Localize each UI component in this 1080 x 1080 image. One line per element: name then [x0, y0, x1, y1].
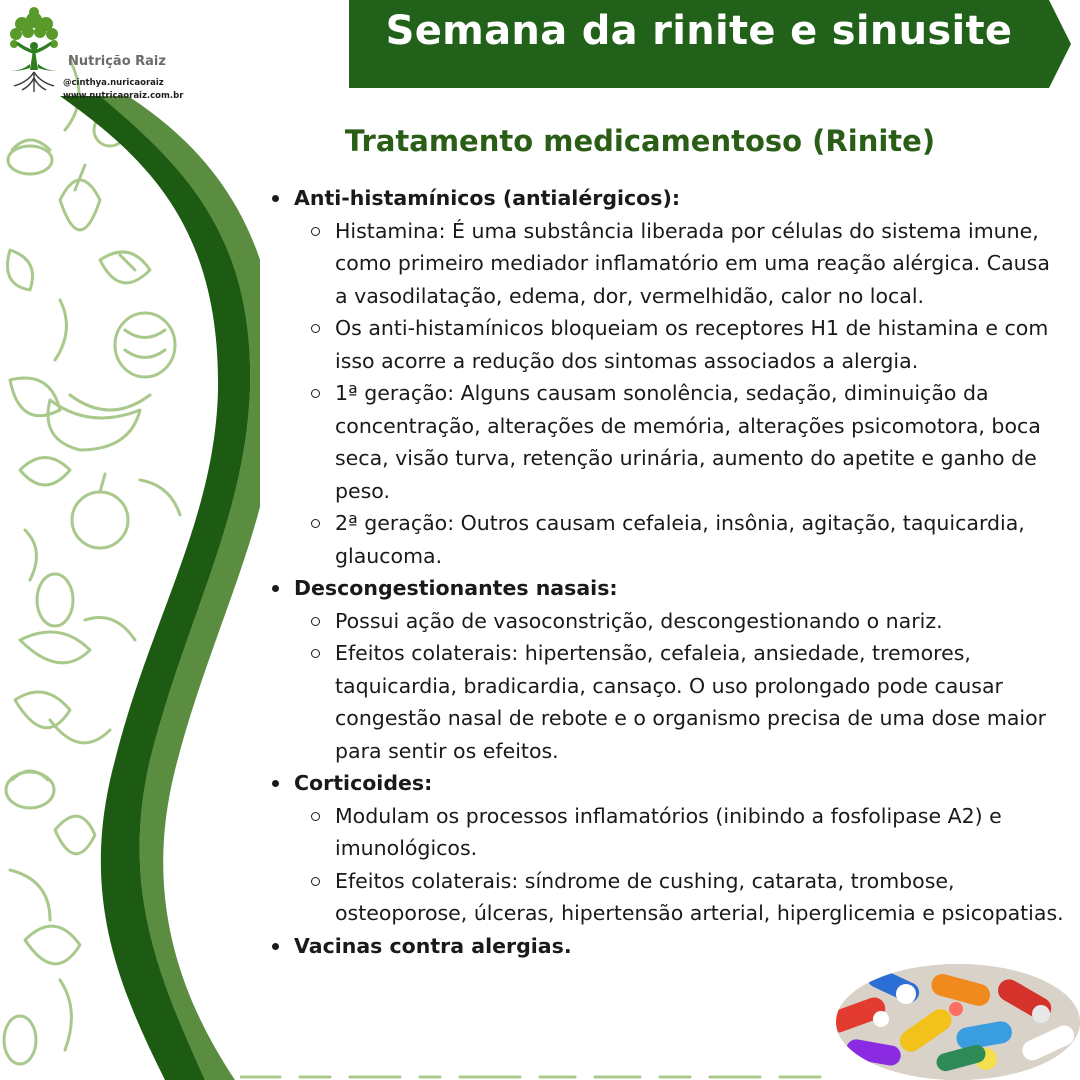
decorative-vegetable-panel	[0, 0, 260, 1080]
list-item: Modulam os processos inflamatórios (inibindo a fosfolipase A2) e imunológicos.	[294, 800, 1068, 865]
section-title: Descongestionantes nasais:	[294, 576, 618, 600]
pills-capsules-image	[836, 964, 1080, 1080]
list-item: Histamina: É uma substância liberada por células do sistema imune, como primeiro mediador inflamatório em uma reação alérgica. Causa a vasodilatação, edema, dor, vermelhidão, calor no local.	[294, 215, 1068, 313]
section-title: Corticoides:	[294, 771, 433, 795]
section-decongestants	[268, 572, 1068, 767]
section-subtitle: Tratamento medicamentoso (Rinite)	[344, 124, 936, 158]
section-corticoids	[268, 767, 1068, 930]
bottom-doodle-strip	[240, 1074, 840, 1080]
list-item: Efeitos colaterais: hipertensão, cefaleia, ansiedade, tremores, taquicardia, bradicardia, cansaço. O uso prolongado pode causar congestão nasal de rebote e o organismo precisa de uma dose maior para sentir os efeitos.	[294, 637, 1068, 767]
brand-website: www.nutricaoraiz.com.br	[63, 91, 184, 101]
section-antihistamines	[268, 182, 1068, 572]
title-banner	[349, 0, 1071, 88]
section-title: Vacinas contra alergias.	[294, 933, 572, 958]
tree-person-logo-icon	[6, 6, 62, 98]
brand-name: Nutrição Raiz	[68, 54, 166, 69]
page-title: Semana da rinite e sinusite	[385, 8, 1013, 54]
list-item: Os anti-histamínicos bloqueiam os receptores H1 de histamina e com isso acorre a redução dos sintomas associados a alergia.	[294, 312, 1068, 377]
section-title: Anti-histamínicos (antialérgicos):	[294, 186, 681, 210]
list-item: 1ª geração: Alguns causam sonolência, sedação, diminuição da concentração, alterações de memória, alterações psicomotora, boca seca, visão turva, retenção urinária, aumento do apetite e ganho de peso.	[294, 377, 1068, 507]
section-vaccines	[268, 930, 1068, 963]
brand-handle: @cinthya.nuricaoraiz	[63, 78, 164, 88]
list-item: Possui ação de vasoconstrição, descongestionando o nariz.	[294, 605, 1068, 638]
treatment-list	[268, 182, 1068, 962]
list-item: Efeitos colaterais: síndrome de cushing, catarata, trombose, osteoporose, úlceras, hipertensão arterial, hiperglicemia e psicopatias.	[294, 865, 1068, 930]
brand-logo	[6, 6, 206, 102]
list-item: 2ª geração: Outros causam cefaleia, insônia, agitação, taquicardia, glaucoma.	[294, 507, 1068, 572]
